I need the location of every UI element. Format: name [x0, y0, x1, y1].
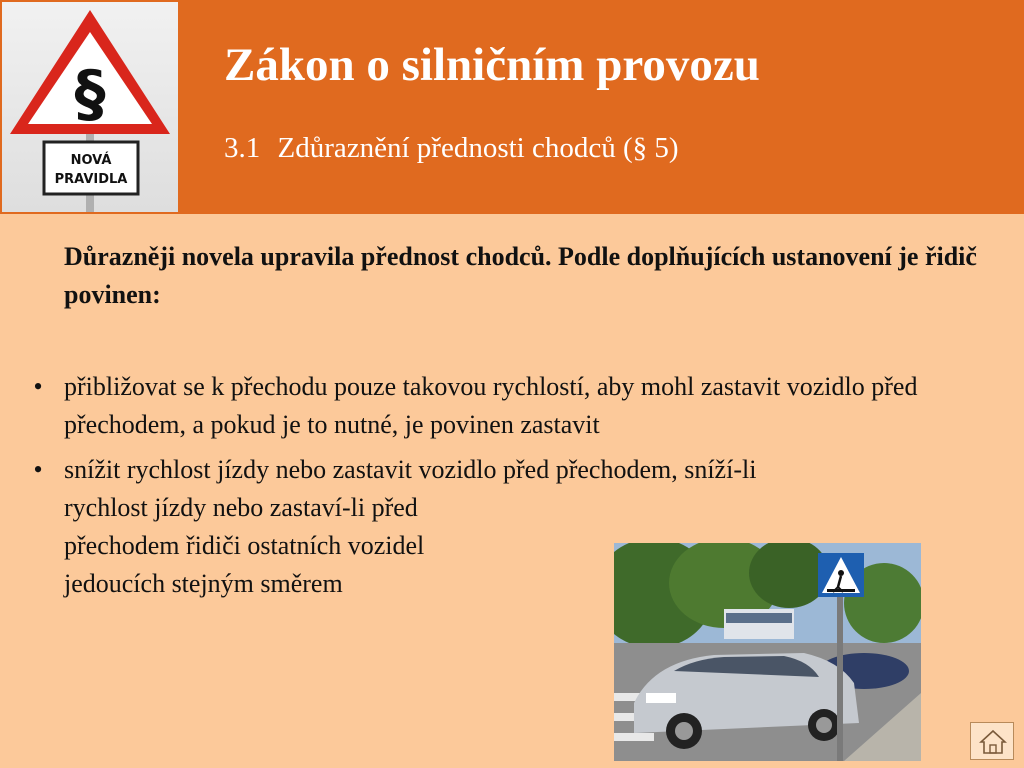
bullet-line: snížit rychlost jízdy nebo zastavit vozidlo před přechodem, sníží-li — [64, 455, 757, 484]
home-icon — [979, 728, 1007, 756]
bullet-line: rychlost jízdy nebo zastaví-li před — [64, 493, 418, 522]
logo-line-2: PRAVIDLA — [54, 172, 128, 187]
bullet-glyph: • — [33, 372, 43, 401]
pedestrian-crossing-photo — [614, 543, 921, 761]
page-title: Zákon o silničním provozu — [224, 39, 760, 91]
logo-line-1: NOVÁ — [70, 153, 112, 168]
home-button[interactable] — [970, 722, 1014, 760]
nova-pravidla-logo — [2, 2, 178, 212]
bullet-text: přibližovat se k přechodu pouze takovou rychlostí, aby mohl zastavit vozidlo před přechodem, a pokud je to nutné, je povinen zastavit — [64, 372, 918, 439]
subtitle-text: Zdůraznění přednosti chodců (§ 5) — [277, 132, 679, 164]
logo-symbol: § — [74, 57, 106, 130]
page-subtitle — [224, 132, 679, 165]
subtitle-number: 3.1 — [224, 132, 261, 164]
bullet-line: jedoucích stejným směrem — [64, 569, 343, 598]
warning-sign-paragraph-icon — [2, 2, 178, 212]
header-banner — [0, 0, 1024, 214]
bullet-item — [28, 368, 984, 444]
bullet-glyph: • — [33, 455, 43, 484]
intro-paragraph: Důrazněji novela upravila přednost chodců. Podle doplňujících ustanovení je řidič povinen: — [64, 242, 977, 309]
bullet-line: přechodem řidiči ostatních vozidel — [64, 531, 425, 560]
